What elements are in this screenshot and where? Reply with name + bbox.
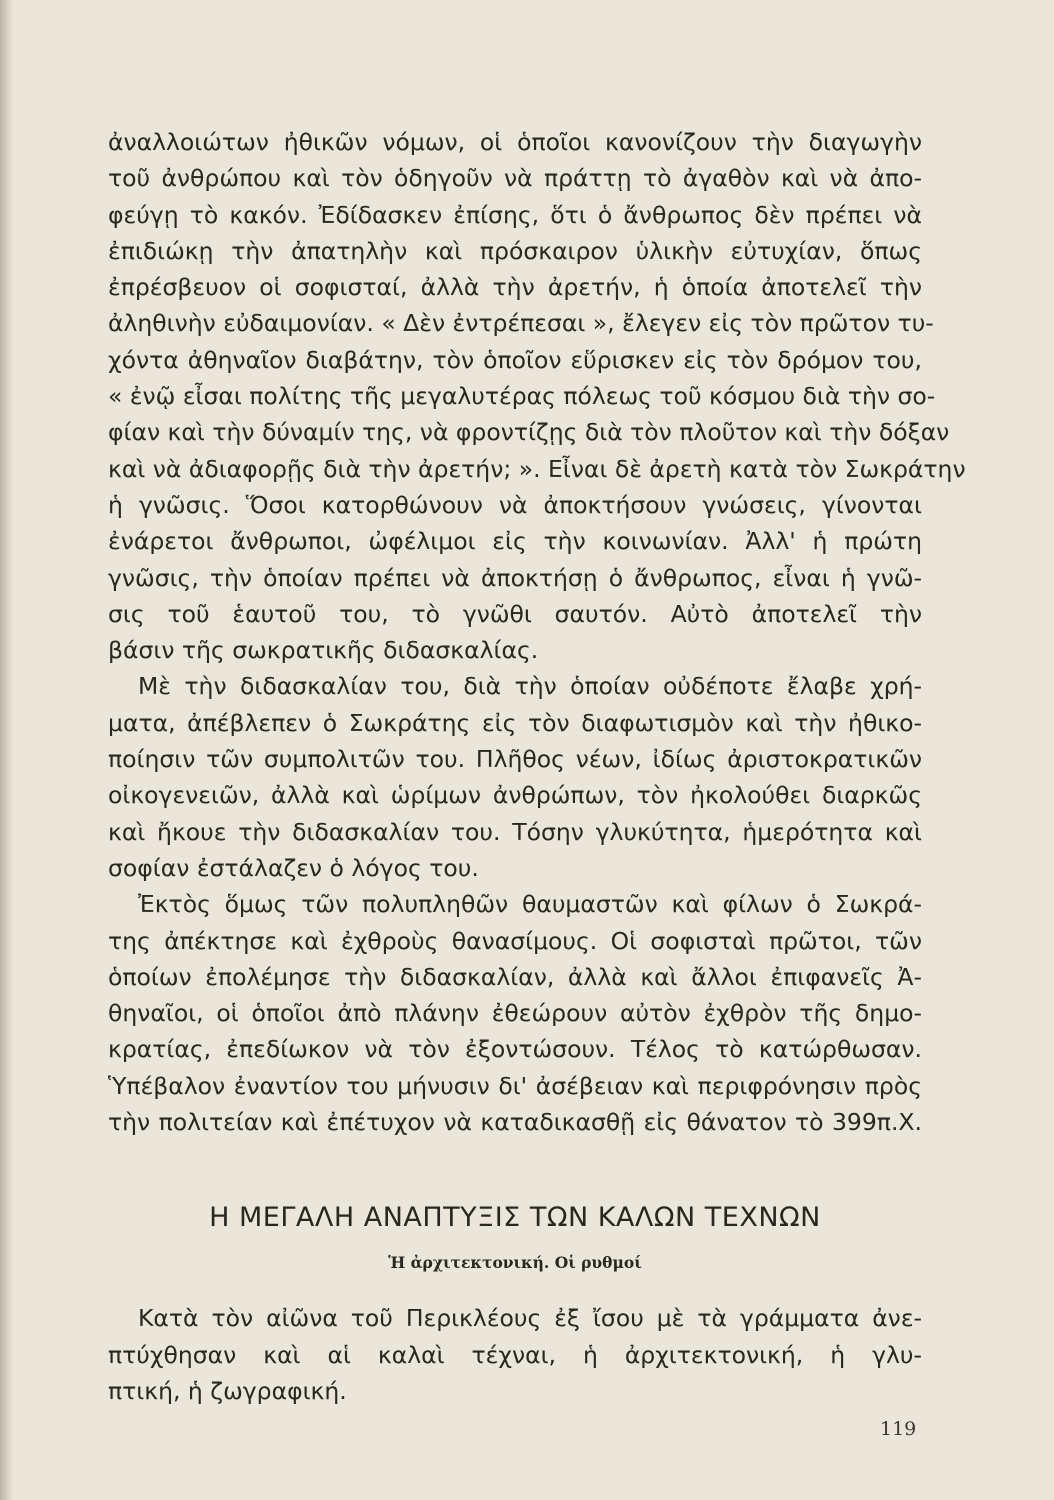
paragraph-1: [108, 124, 966, 668]
text-line: ποίησιν τῶν συμπολιτῶν του. Πλῆθος νέων, ἰδίως ἀριστοκρατικῶν: [108, 745, 922, 774]
text-line: Ἐκτὸς ὅμως τῶν πολυπληθῶν θαυμαστῶν καὶ φίλων ὁ Σωκρά-: [138, 890, 922, 919]
text-line: ἀναλλοιώτων ἠθικῶν νόμων, οἱ ὁποῖοι κανονίζουν τὴν διαγωγὴν: [108, 128, 922, 156]
text-line: « ἐνῷ εἶσαι πολίτης τῆς μεγαλυτέρας πόλεως τοῦ κόσμου διὰ τὴν σο-: [108, 382, 936, 411]
text-line: πτύχθησαν καὶ αἱ καλαὶ τέχναι, ἡ ἀρχιτεκτονική, ἡ γλυ-: [108, 1340, 922, 1369]
text-line: Ὑπέβαλον ἐναντίον του μήνυσιν δι' ἀσέβειαν καὶ περιφρόνησιν πρὸς: [108, 1071, 922, 1100]
text-line: της ἀπέκτησε καὶ ἐχθροὺς θανασίμους. Οἱ σοφισταὶ πρῶτοι, τῶν: [108, 926, 922, 955]
text-line: φεύγῃ τὸ κακόν. Ἐδίδασκεν ἐπίσης, ὅτι ὁ ἄνθρωπος δὲν πρέπει νὰ: [108, 200, 922, 229]
text-line: τὴν πολιτείαν καὶ ἐπέτυχον νὰ καταδικασθῇ εἰς θάνατον τὸ 399π.Χ.: [108, 1108, 922, 1137]
text-line: οἰκογενειῶν, ἀλλὰ καὶ ὡρίμων ἀνθρώπων, τὸν ἠκολούθει διαρκῶς: [108, 781, 922, 810]
text-line: φίαν καὶ τὴν δύναμίν της, νὰ φροντίζῃς διὰ τὸν πλοῦτον καὶ τὴν δόξαν: [108, 418, 950, 447]
page-number: 119: [880, 1418, 917, 1440]
text-line: ἀληθινὴν εὐδαιμονίαν. « Δὲν ἐντρέπεσαι », ἔλεγεν εἰς τὸν πρῶτον τυ-: [108, 309, 934, 338]
page-text: [108, 124, 966, 1409]
book-spine-shadow: [0, 0, 14, 1500]
paragraph-3: [108, 886, 922, 1140]
text-line: ματα, ἀπέβλεπεν ὁ Σωκράτης εἰς τὸν διαφωτισμὸν καὶ τὴν ἠθικο-: [108, 708, 922, 737]
text-line: θηναῖοι, οἱ ὁποῖοι ἀπὸ πλάνην ἐθεώρουν αὐτὸν ἐχθρὸν τῆς δημο-: [108, 999, 922, 1028]
text-line: καὶ ἤκουε τὴν διδασκαλίαν του. Τόσην γλυκύτητα, ἡμερότητα καὶ: [108, 817, 922, 846]
text-line: σις τοῦ ἑαυτοῦ του, τὸ γνῶθι σαυτόν. Αὐτὸ ἀποτελεῖ τὴν: [108, 599, 922, 628]
text-line: Κατὰ τὸν αἰῶνα τοῦ Περικλέους ἐξ ἴσου μὲ τὰ γράμματα ἀνε-: [138, 1304, 922, 1333]
text-line: βάσιν τῆς σωκρατικῆς διδασκαλίας.: [108, 636, 539, 665]
section-subheading: Ἡ ἀρχιτεκτονική. Οἱ ρυθμοί: [388, 1253, 642, 1273]
paragraph-4: [108, 1300, 922, 1409]
section-heading: Η ΜΕΓΑΛΗ ΑΝΑΠΤΥΞΙΣ ΤΩΝ ΚΑΛΩΝ ΤΕΧΝΩΝ: [209, 1202, 821, 1234]
spacer: [108, 1278, 922, 1300]
text-line: καὶ νὰ ἀδιαφορῇς διὰ τὴν ἀρετήν; ». Εἶναι δὲ ἀρετὴ κατὰ τὸν Σωκράτην: [108, 454, 966, 483]
text-line: χόντα ἀθηναῖον διαβάτην, τὸν ὁποῖον εὕρισκεν εἰς τὸν δρόμον του,: [108, 345, 922, 374]
text-line: τοῦ ἀνθρώπου καὶ τὸν ὁδηγοῦν νὰ πράττῃ τὸ ἀγαθὸν καὶ νὰ ἀπο-: [108, 164, 922, 193]
text-line: κρατίας, ἐπεδίωκον νὰ τὸν ἐξοντώσουν. Τέλος τὸ κατώρθωσαν.: [108, 1035, 922, 1064]
paragraph-2: [108, 668, 922, 886]
text-line: ἡ γνῶσις. Ὅσοι κατορθώνουν νὰ ἀποκτήσουν γνώσεις, γίνονται: [108, 490, 922, 519]
text-line: ἐπιδιώκῃ τὴν ἀπατηλὴν καὶ πρόσκαιρον ὑλικὴν εὐτυχίαν, ὅπως: [108, 236, 922, 265]
text-line: ἐνάρετοι ἄνθρωποι, ὠφέλιμοι εἰς τὴν κοινωνίαν. Ἀλλ' ἡ πρώτη: [108, 527, 922, 556]
text-line: ὁποίων ἐπολέμησε τὴν διδασκαλίαν, ἀλλὰ καὶ ἄλλοι ἐπιφανεῖς Ἀ-: [108, 962, 922, 991]
text-line: ἐπρέσβευον οἱ σοφισταί, ἀλλὰ τὴν ἀρετήν, ἡ ὁποία ἀποτελεῖ τὴν: [108, 273, 922, 302]
text-line: γνῶσις, τὴν ὁποίαν πρέπει νὰ ἀποκτήσῃ ὁ ἄνθρωπος, εἶναι ἡ γνῶ-: [108, 563, 922, 592]
spacer: [108, 1140, 922, 1200]
text-line: σοφίαν ἐστάλαζεν ὁ λόγος του.: [108, 853, 479, 882]
text-line: πτική, ἡ ζωγραφική.: [108, 1376, 347, 1405]
text-line: Μὲ τὴν διδασκαλίαν του, διὰ τὴν ὁποίαν οὐδέποτε ἔλαβε χρή-: [138, 672, 922, 701]
